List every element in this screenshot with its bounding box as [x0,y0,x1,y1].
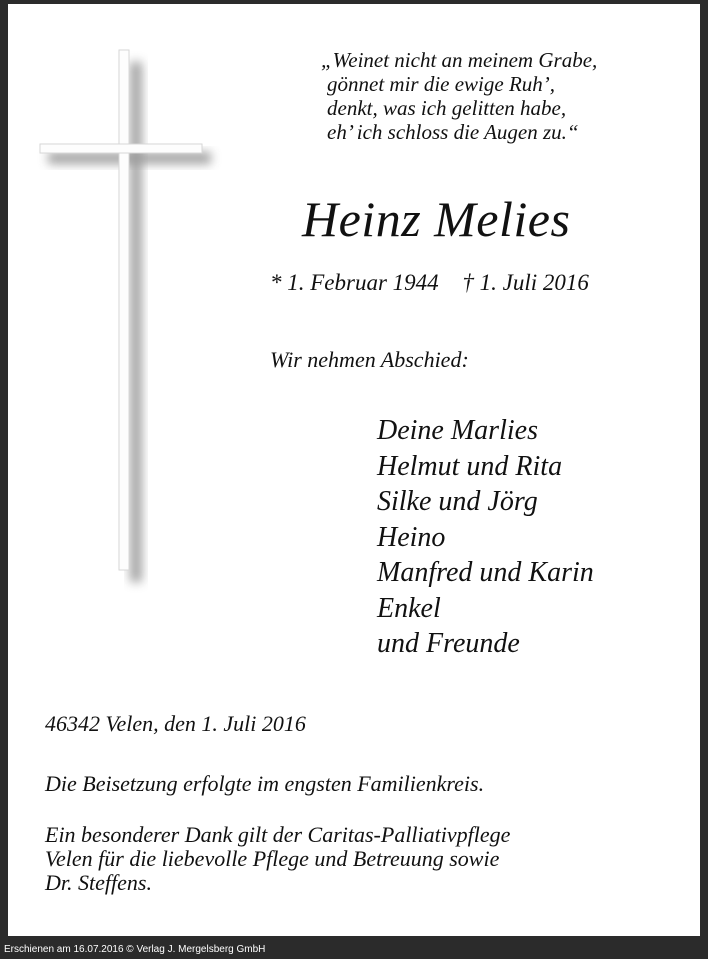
thanks-line: Ein besonderer Dank gilt der Caritas-Palliativpflege [45,822,511,847]
quote-line: denkt, was ich gelitten habe, [327,96,567,120]
mourner-item: Enkel [377,592,441,624]
place-date: 46342 Velen, den 1. Juli 2016 [45,711,306,736]
life-dates [270,268,589,298]
mourner-item: Silke und Jörg [377,486,538,517]
burial-note: Die Beisetzung erfolgte im engsten Familienkreis. [45,771,485,796]
quote [321,48,597,144]
thanks-line: Dr. Steffens. [45,870,152,895]
thanks-line: Velen für die liebevolle Pflege und Betreuung sowie [45,846,500,871]
mourner-item: Deine Marlies [377,415,538,446]
mourner-item: Helmut und Rita [377,450,563,482]
mourner-item: und Freunde [377,628,520,659]
obituary-card [8,4,700,936]
thanks-note [45,823,510,895]
death-date: † 1. Juli 2016 [462,270,589,295]
quote-line: eh’ ich schloss die Augen zu.“ [327,120,579,144]
mourner-item: Manfred und Karin [377,557,594,588]
publication-footer: Erschienen am 16.07.2016 © Verlag J. Mergelsberg GmbH [4,944,266,955]
mourner-item: Heino [377,521,446,553]
quote-line: „Weinet nicht an meinem Grabe, [321,48,598,72]
farewell-heading: Wir nehmen Abschied: [270,347,469,372]
quote-line: gönnet mir die ewige Ruh’, [327,72,556,96]
deceased-name: Heinz Melies [302,191,571,247]
mourners-list [377,413,594,662]
birth-date: * 1. Februar 1944 [270,270,439,295]
